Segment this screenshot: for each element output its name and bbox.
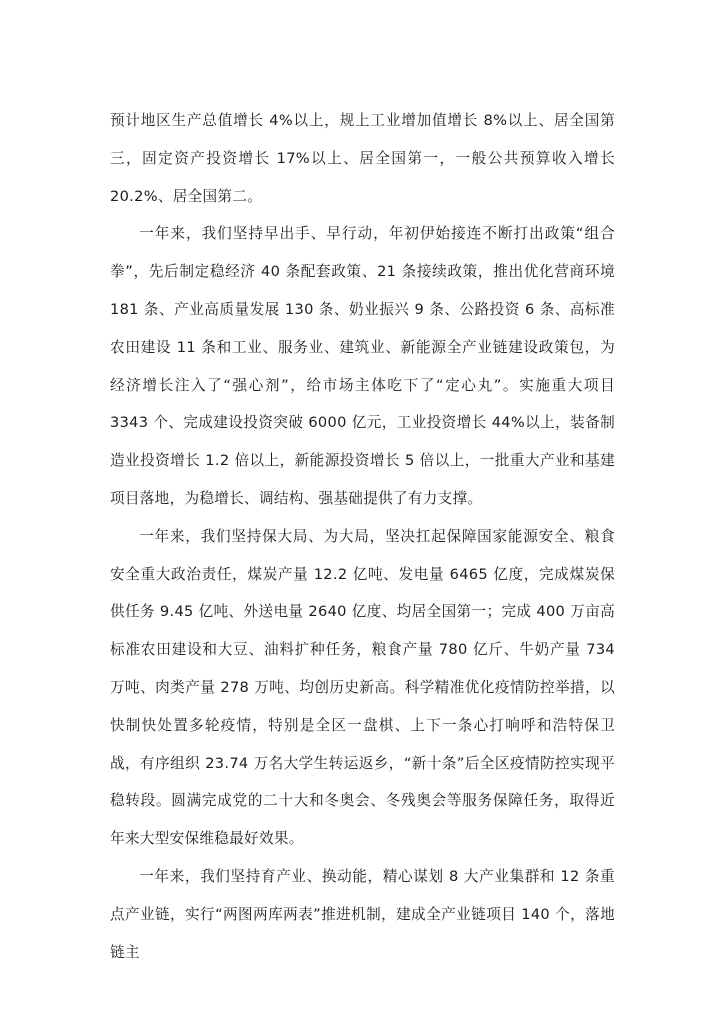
- paragraph-1: 预计地区生产总值增长 4%以上，规上工业增加值增长 8%以上、居全国第三，固定资产投资增长 17%以上、居全国第一，一般公共预算收入增长 20.2%、居全国第二。: [110, 112, 615, 205]
- document-body: [110, 102, 615, 971]
- paragraph-3: 一年来，我们坚持保大局、为大局，坚决扛起保障国家能源安全、粮食安全重大政治责任，煤炭产量 12.2 亿吨、发电量 6465 亿度，完成煤炭保供任务 9.45 亿吨、外送电量 2640 亿度、均居全国第一；完成 400 万亩高标准农田建设和大豆、油料扩种任务，粮食产量 780 亿斤、牛奶产量 734 万吨、肉类产量 278 万吨、均创历史新高。科学精准优化疫情防控举措，以快制快处置多轮疫情，特别是全区一盘棋、上下一条心打响呼和浩特保卫战，有序组织 23.74 万名大学生转运返乡，“新十条”后全区疫情防控实现平稳转段。圆满完成党的二十大和冬奥会、冬残奥会等服务保障任务，取得近年来大型安保维稳最好效果。: [110, 527, 615, 848]
- paragraph-2: 一年来，我们坚持早出手、早行动，年初伊始接连不断打出政策“组合拳”，先后制定稳经济 40 条配套政策、21 条接续政策，推出优化营商环境 181 条、产业高质量发展 130 条、奶业振兴 9 条、公路投资 6 条、高标准农田建设 11 条和工业、服务业、建筑业、新能源全产业链建设政策包，为经济增长注入了“强心剂”，给市场主体吃下了“定心丸”。实施重大项目 3343 个、完成建设投资突破 6000 亿元，工业投资增长 44%以上，装备制造业投资增长 1.2 倍以上，新能源投资增长 5 倍以上，一批重大产业和基建项目落地，为稳增长、调结构、强基础提供了有力支撑。: [110, 225, 615, 507]
- paragraph-4: 一年来，我们坚持育产业、换动能，精心谋划 8 大产业集群和 12 条重点产业链，实行“两图两库两表”推进机制，建成全产业链项目 140 个，落地链主: [110, 867, 615, 961]
